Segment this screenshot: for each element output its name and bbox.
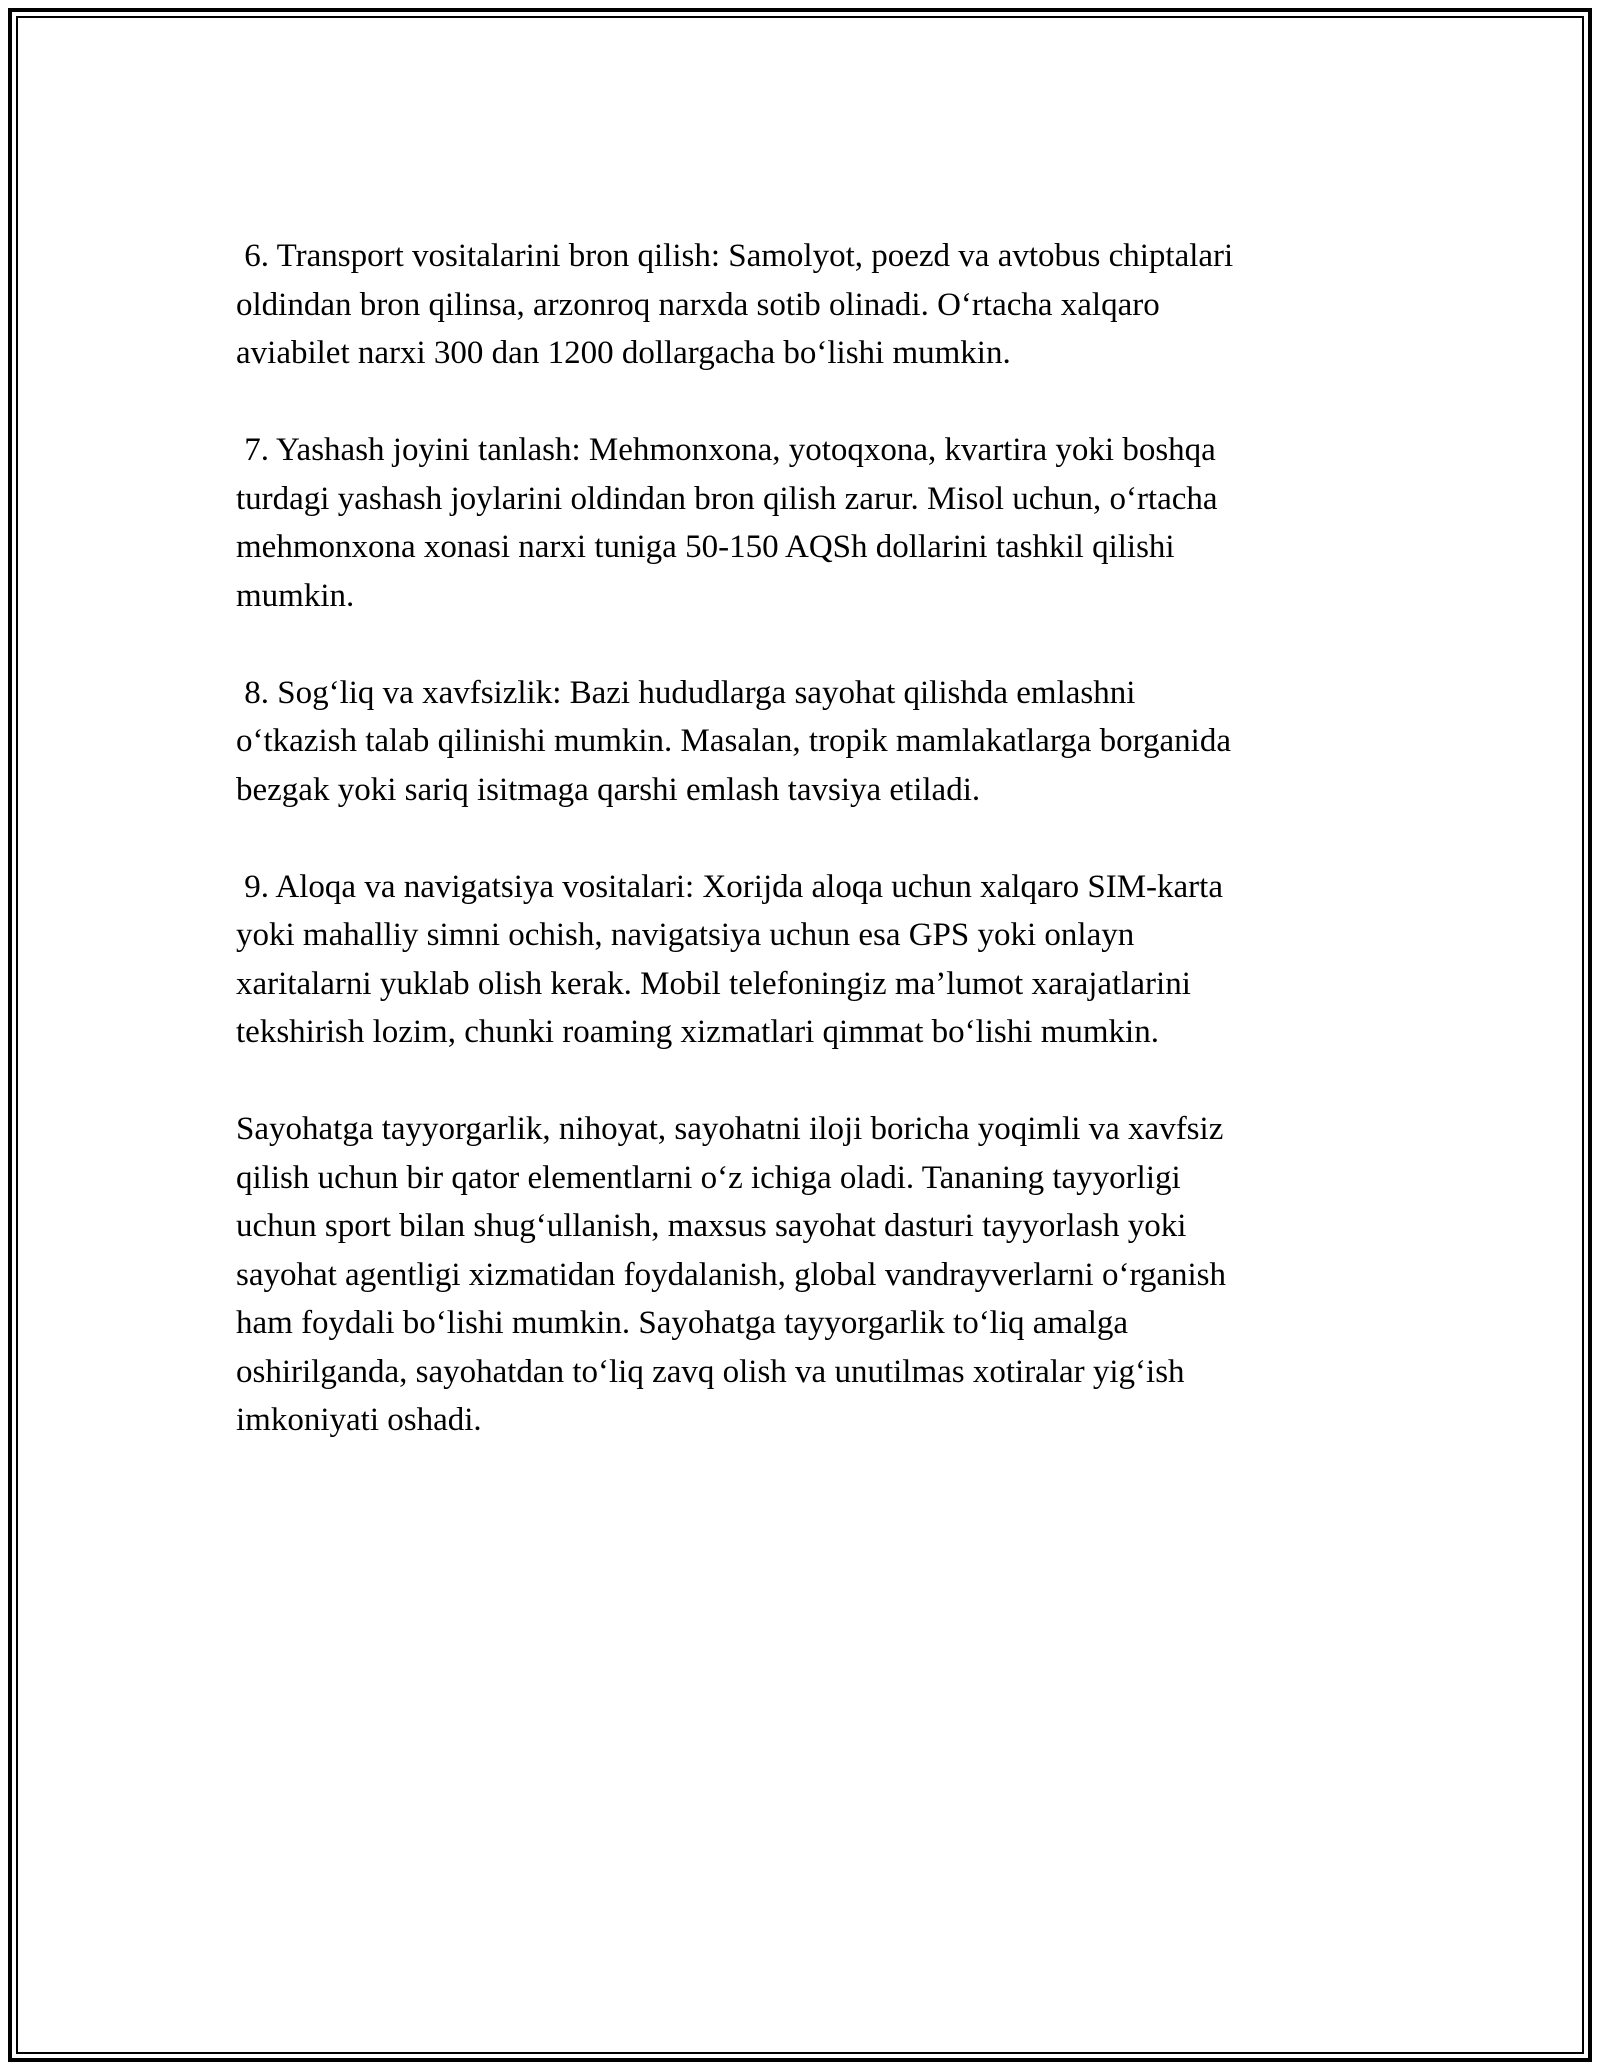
paragraph-conclusion: Sayohatga tayyorgarlik, nihoyat, sayohatni iloji boricha yoqimli va xavfsiz qilish uchun bir qator elementlarni o‘z ichiga oladi. Tananing tayyorligi uchun sport bilan shug‘ullanish, maxsus sayohat dasturi tayyorlash yoki sayohat agentligi xizmatidan foydalanish, global vandrayverlarni o‘rganish ham foydali bo‘lishi mumkin. Sayohatga tayyorgarlik to‘liq amalga oshirilganda, sayohatdan to‘liq zavq olish va unutilmas xotiralar yig‘ish imkoniyati oshadi. — [236, 1111, 1227, 1438]
paragraph-health-safety: 8. Sog‘liq va xavfsizlik: Bazi hududlarga sayohat qilishda emlashni o‘tkazish talab qilinishi mumkin. Masalan, tropik mamlakatlarga borganida bezgak yoki sariq isitmaga qarshi emlash tavsiya etiladi. — [236, 674, 1231, 808]
paragraph-accommodation: 7. Yashash joyini tanlash: Mehmonxona, yotoqxona, kvartira yoki boshqa turdagi yashash joylarini oldindan bron qilish zarur. Misol uchun, o‘rtacha mehmonxona xonasi narxi tuniga 50-150 AQSh dollarini tashkil qilishi mumkin. — [236, 432, 1218, 614]
document-body — [236, 232, 1366, 1445]
paragraph-communication-navigation: 9. Aloqa va navigatsiya vositalari: Xorijda aloqa uchun xalqaro SIM-karta yoki mahalliy simni ochish, navigatsiya uchun esa GPS yoki onlayn xaritalarni yuklab olish kerak. Mobil telefoningiz ma’lumot xarajatlarini tekshirish lozim, chunki roaming xizmatlari qimmat bo‘lishi mumkin. — [236, 868, 1223, 1050]
paragraph-transport-booking: 6. Transport vositalarini bron qilish: Samolyot, poezd va avtobus chiptalari oldindan bron qilinsa, arzonroq narxda sotib olinadi. O‘rtacha xalqaro aviabilet narxi 300 dan 1200 dollargacha bo‘lishi mumkin. — [236, 238, 1234, 371]
